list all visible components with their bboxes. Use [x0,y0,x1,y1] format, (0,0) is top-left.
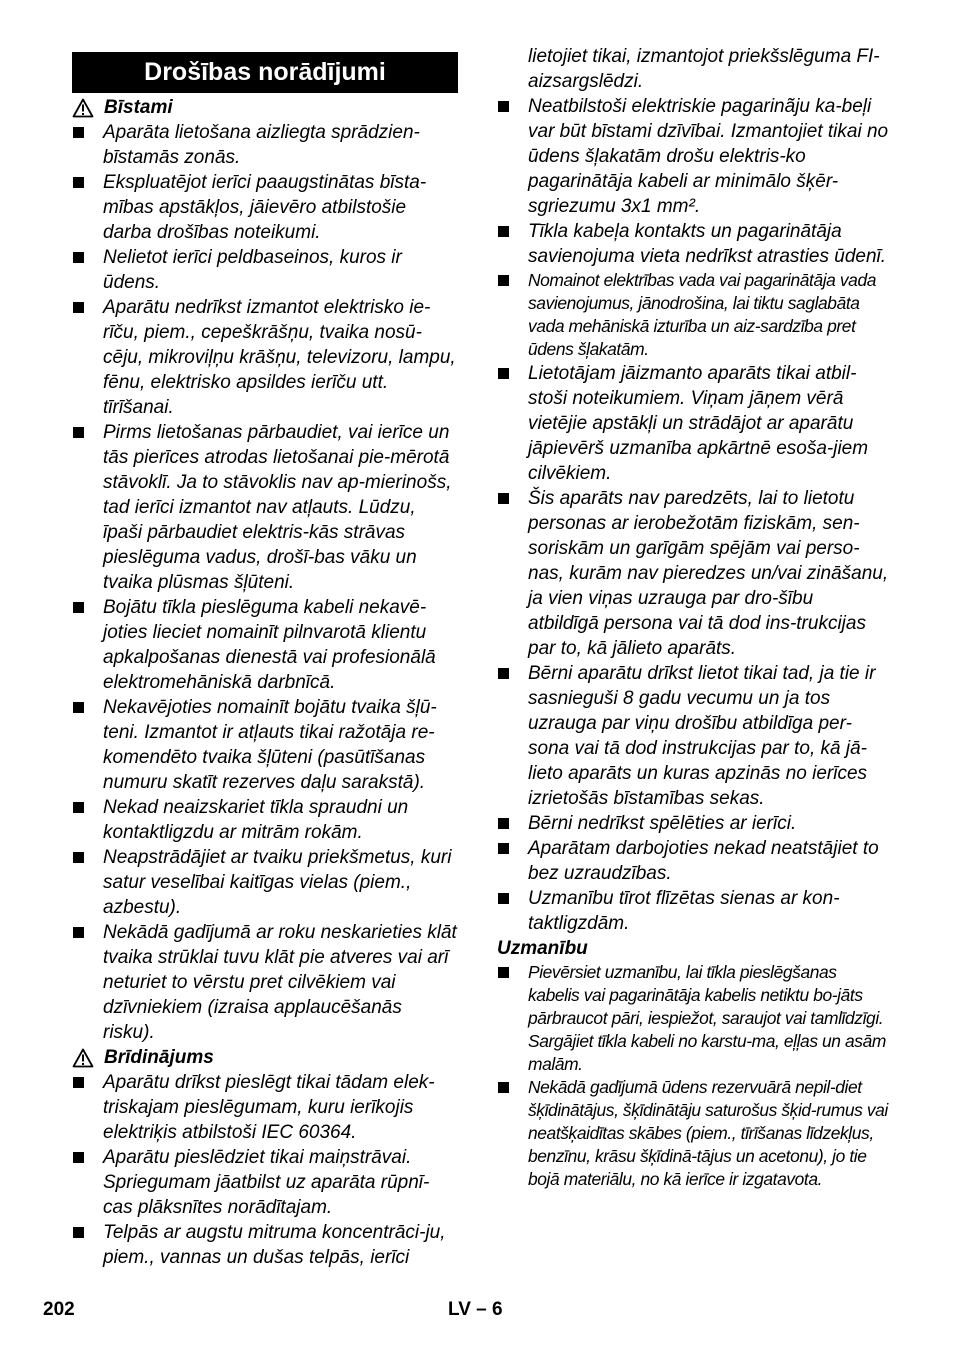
left-column [72,44,458,1270]
bullet-icon [498,893,509,904]
bullet-icon [73,427,84,438]
right-column [497,44,889,1191]
bullet-icon [498,818,509,829]
caution-heading: Uzmanību [497,938,588,959]
bullet-icon [73,127,84,138]
list-item: Šis aparāts nav paredzēts, lai to lietotu personas ar ierobežotām fiziskām, sen-soriskām un garīgām spējām vai perso-nas, kurām nav pieredzes un/vai zināšanu, ja vien viņas uzrauga par dro-šību atbildīgā persona vai tā dod ins-trukcijas par to, kā jālieto aparāts. [497,486,889,661]
list-item: Lietotājam jāizmanto aparāts tikai atbil-stoši noteikumiem. Viņam jāņem vērā vietējie apstākļi un strādājot ar aparātu jāpievērš uzmanība apkārtnē esoša-jiem cilvēkiem. [497,361,889,486]
list-item: Aparātu pieslēdziet tikai maiņstrāvai. Spriegumam jāatbilst uz aparāta rūpnī-cas plāksnītes norādītajam. [72,1145,458,1220]
bullet-icon [73,177,84,188]
bullet-icon [73,802,84,813]
bullet-icon [73,702,84,713]
list-item: Ekspluatējot ierīci paaugstinātas bīsta-mības apstākļos, jāievēro atbilstošie darba drošības noteikumi. [72,170,458,245]
list-item: Bojātu tīkla pieslēguma kabeli nekavē-joties lieciet nomainīt pilnvarotā klientu apkalpošanas dienestā vai profesionālā elektromehāniskā darbnīcā. [72,595,458,695]
continued-text: lietojiet tikai, izmantojot priekšslēguma FI-aizsargslēdzi. [528,46,880,92]
bullet-icon [498,668,509,679]
list-item: Bērni nedrīkst spēlēties ar ierīci. [497,811,889,836]
list-item: Pirms lietošanas pārbaudiet, vai ierīce un tās pierīces atrodas lietošanai pie-mērotā stāvoklī. Ja to stāvoklis nav ap-mierinošs, tad ierīci izmantot nav atļauts. Lūdzu, īpaši pārbaudiet elektris-kās strāvas pieslēguma vadus, drošī-bas vāku un tvaika plūsmas šļūteni. [72,420,458,595]
warning-triangle-icon [72,98,94,118]
list-item: Nekad neaizskariet tīkla spraudni un kontaktligzdu ar mitrām rokām. [72,795,458,845]
bullet-icon [73,1077,84,1088]
bullet-icon [498,1082,509,1093]
list-item: Aparātam darbojoties nekad neatstājiet to bez uzraudzības. [497,836,889,886]
list-item: Nekavējoties nomainīt bojātu tvaika šļū-teni. Izmantot ir atļauts tikai ražotāja re-komendēto tvaika šļūteni (pasūtīšanas numuru skatīt rezerves daļu sarakstā). [72,695,458,795]
warning-heading [72,1045,458,1070]
bullet-icon [498,967,509,978]
bullet-icon [73,302,84,313]
bullet-icon [498,101,509,112]
bullet-icon [498,368,509,379]
bullet-icon [498,493,509,504]
page-number: 202 [43,1299,75,1320]
bullet-icon [73,927,84,938]
list-item: Nelietot ierīci peldbaseinos, kuros ir ūdens. [72,245,458,295]
warning-heading-text: Brīdinājums [104,1047,214,1068]
warning-triangle-icon [72,1048,94,1068]
bullet-icon [73,1227,84,1238]
page-title: Drošības norādījumi [72,52,458,93]
bullet-icon [498,843,509,854]
bullet-icon [498,275,509,286]
bullet-icon [73,1152,84,1163]
list-item: Aparātu drīkst pieslēgt tikai tādam elek-triskajam pieslēgumam, kuru ierīkojis elektriķis atbilstoši IEC 60364. [72,1070,458,1145]
list-item: Telpās ar augstu mitruma koncentrāci-ju, piem., vannas un dušas telpās, ierīci [72,1220,458,1270]
list-item: Tīkla kabeļa kontakts un pagarinātāja savienojuma vieta nedrīkst atrasties ūdenī. [497,219,889,269]
list-item: Bērni aparātu drīkst lietot tikai tad, ja tie ir sasnieguši 8 gadu vecumu un ja tos uzrauga par viņu drošību atbildīga per-sona vai tā dod instrukcijas par to, kā jā-lieto aparāts un kuras apzinās no ierīces izrietošās bīstamības sekas. [497,661,889,811]
list-item: Neapstrādājiet ar tvaiku priekšmetus, kuri satur veselībai kaitīgas vielas (piem., azbestu). [72,845,458,920]
list-item: Nekādā gadījumā ūdens rezervuārā nepil-diet šķīdinātājus, šķīdinātāju saturošus šķid-rumus vai neatšķaidītas skābes (piem., tīrīšanas līdzekļus, benzīnu, krāsu šķīdinā-tājus un acetonu), jo tie bojā materiālu, no kā ierīce ir izgatavota. [497,1076,889,1191]
page-language-label: LV – 6 [448,1299,503,1320]
bullet-icon [73,852,84,863]
list-item: Neatbilstoši elektriskie pagarinãju ka-beļi var būt bīstami dzīvībai. Izmantojiet tikai no ūdens šļakatām drošu elektris-ko pagarinātāja kabeli ar minimālo šķēr-sgriezumu 3x1 mm². [497,94,889,219]
list-item: Pievērsiet uzmanību, lai tīkla pieslēgšanas kabelis vai pagarinātāja kabelis netiktu bo-jāts pārbraucot pāri, iespiežot, saraujot vai tamlīdzīgi. Sargājiet tīkla kabeli no karstu-ma, eļļas un asām malām. [497,961,889,1076]
bullet-icon [73,602,84,613]
list-item: Aparāta lietošana aizliegta sprādzien-bīstamās zonās. [72,120,458,170]
danger-heading-text: Bīstami [104,97,173,118]
list-item: Aparātu nedrīkst izmantot elektrisko ie-rīču, piem., cepeškrāšņu, tvaika nosū-cēju, mikroviļņu krāšņu, televizoru, lampu, fēnu, elektrisko apsildes ierīču utt. tīrīšanai. [72,295,458,420]
danger-heading [72,95,458,120]
list-item: Nomainot elektrības vada vai pagarinātāja vada savienojumus, jānodrošina, lai tiktu saglabāta vada mehāniskā izturība un aiz-sardzība pret ūdens šļakatām. [497,269,889,361]
list-item: Nekādā gadījumā ar roku neskarieties klāt tvaika strūklai tuvu klāt pie atveres vai arī neturiet to vērstu pret cilvēkiem vai dzīvniekiem (izraisa applaucēšanās risku). [72,920,458,1045]
list-item: Uzmanību tīrot flīzētas sienas ar kon-taktligzdām. [497,886,889,936]
bullet-icon [498,226,509,237]
bullet-icon [73,252,84,263]
